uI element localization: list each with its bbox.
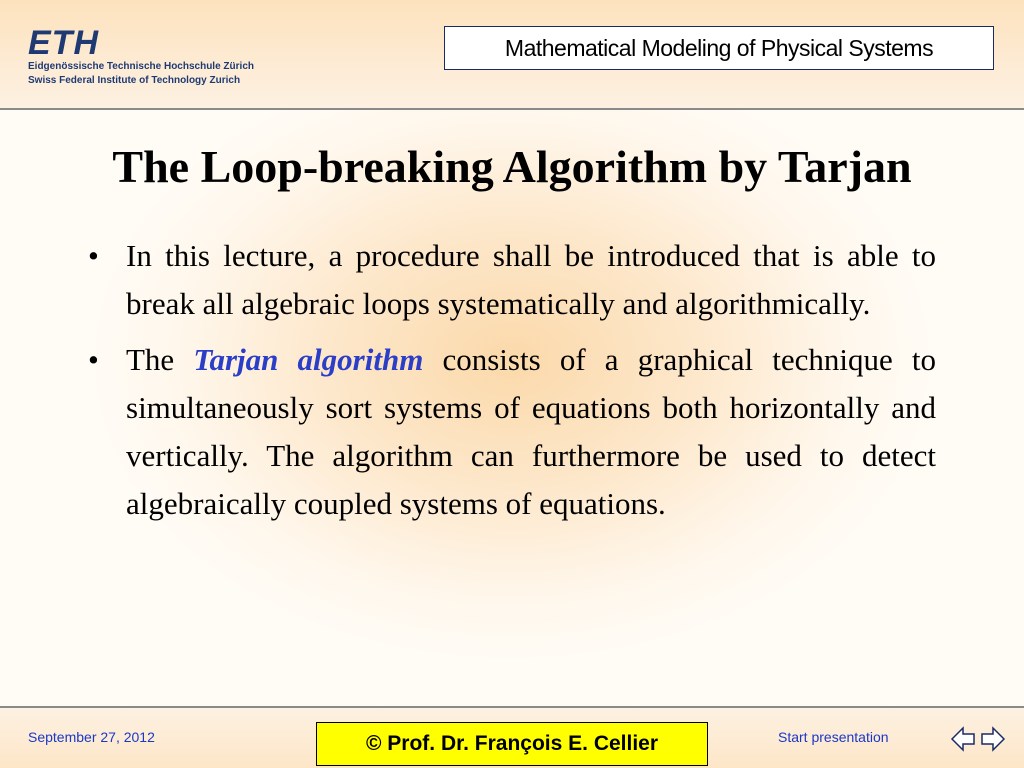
bullet-item (88, 232, 936, 328)
slide-navigation (950, 724, 1006, 754)
bullet-list (88, 232, 936, 536)
bullet-symbol: • (88, 342, 99, 377)
eth-logo-mark: ETH (28, 24, 99, 62)
slide-title: The Loop-breaking Algorithm by Tarjan (112, 141, 912, 192)
arrow-right-icon[interactable] (980, 724, 1006, 754)
course-title: Mathematical Modeling of Physical Systems (504, 34, 934, 61)
eth-logo (28, 26, 254, 88)
bullet-text-after: consists of a graphical technique to simultaneously sort systems of equations both horizontally and vertically. The algorithm can furthermore be used to detect algebraically coupled systems of equations. (126, 342, 937, 521)
eth-logo-line-1: Eidgenössische Technische Hochschule Zürich (28, 61, 254, 72)
tarjan-algorithm-highlight: Tarjan algorithm (193, 342, 424, 377)
bullet-text-before: The (126, 342, 194, 377)
eth-logo-line-2: Swiss Federal Institute of Technology Zurich (28, 75, 241, 86)
copyright-box (316, 722, 708, 766)
footer-date: September 27, 2012 (28, 729, 155, 745)
bullet-text: In this lecture, a procedure shall be introduced that is able to break all algebraic loops systematically and algorithmically. (126, 238, 936, 321)
bullet-item (88, 336, 936, 528)
course-title-box (444, 26, 994, 70)
copyright-text: © Prof. Dr. François E. Cellier (365, 732, 659, 755)
header-divider (0, 108, 1024, 110)
bullet-symbol: • (88, 238, 99, 273)
arrow-left-icon[interactable] (950, 724, 976, 754)
start-presentation-link[interactable]: Start presentation (778, 729, 889, 745)
